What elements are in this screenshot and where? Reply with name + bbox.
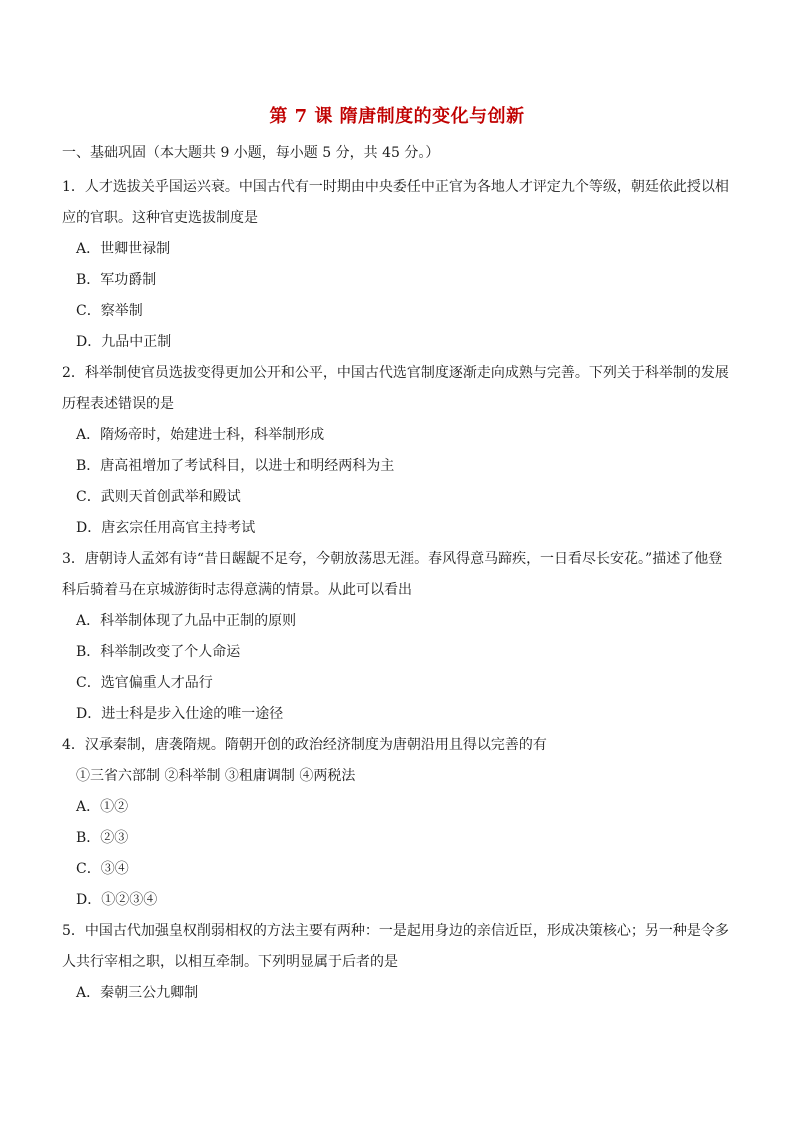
question-stem: 5．中国古代加强皇权削弱相权的方法主要有两种：一是起用身边的亲信近臣，形成决策核心；另一种是令多人共行宰相之职，以相互牵制。下列明显属于后者的是 (62, 923, 729, 970)
section-heading: 一、基础巩固（本大题共 9 小题，每小题 5 分，共 45 分。） (62, 145, 440, 161)
option-b: B．军功爵制 (76, 272, 157, 288)
question-stem: 1．人才选拔关乎国运兴衰。中国古代有一时期由中央委任中正官为各地人才评定九个等级，朝廷依此授以相应的官职。这种官吏选拔制度是 (62, 179, 729, 226)
question-items: ①三省六部制 ②科举制 ③租庸调制 ④两税法 (76, 768, 356, 784)
option-a: A．世卿世禄制 (76, 241, 171, 257)
option-c: C．察举制 (76, 303, 143, 319)
question-2 (62, 358, 732, 544)
option-c: C．武则天首创武举和殿试 (76, 489, 241, 505)
lesson-title: 第 7 课 隋唐制度的变化与创新 (269, 106, 525, 127)
option-d: D．①②③④ (76, 892, 158, 908)
option-a: A．科举制体现了九品中正制的原则 (76, 613, 297, 629)
question-4 (62, 730, 732, 916)
option-b: B．②③ (76, 830, 129, 846)
option-a: A．①② (76, 799, 129, 815)
option-d: D．唐玄宗任用高官主持考试 (76, 520, 256, 536)
question-5 (62, 916, 732, 1009)
question-stem: 2．科举制使官员选拔变得更加公开和公平，中国古代选官制度逐渐走向成熟与完善。下列关于科举制的发展历程表述错误的是 (62, 365, 729, 412)
option-b: B．唐高祖增加了考试科目，以进士和明经两科为主 (76, 458, 395, 474)
option-a: A．隋炀帝时，始建进士科，科举制形成 (76, 427, 325, 443)
option-c: C．③④ (76, 861, 129, 877)
option-c: C．选官偏重人才品行 (76, 675, 213, 691)
question-list (62, 172, 732, 1009)
question-stem: 3．唐朝诗人孟郊有诗“昔日龌龊不足夸，今朝放荡思无涯。春风得意马蹄疾，一日看尽长安花。”描述了他登科后骑着马在京城游街时志得意满的情景。从此可以看出 (62, 551, 723, 598)
option-d: D．进士科是步入仕途的唯一途径 (76, 706, 284, 722)
question-stem: 4．汉承秦制，唐袭隋规。隋朝开创的政治经济制度为唐朝沿用且得以完善的有 (62, 737, 547, 753)
question-3 (62, 544, 732, 730)
option-d: D．九品中正制 (76, 334, 172, 350)
option-a: A．秦朝三公九卿制 (76, 985, 199, 1001)
question-1 (62, 172, 732, 358)
option-b: B．科举制改变了个人命运 (76, 644, 241, 660)
